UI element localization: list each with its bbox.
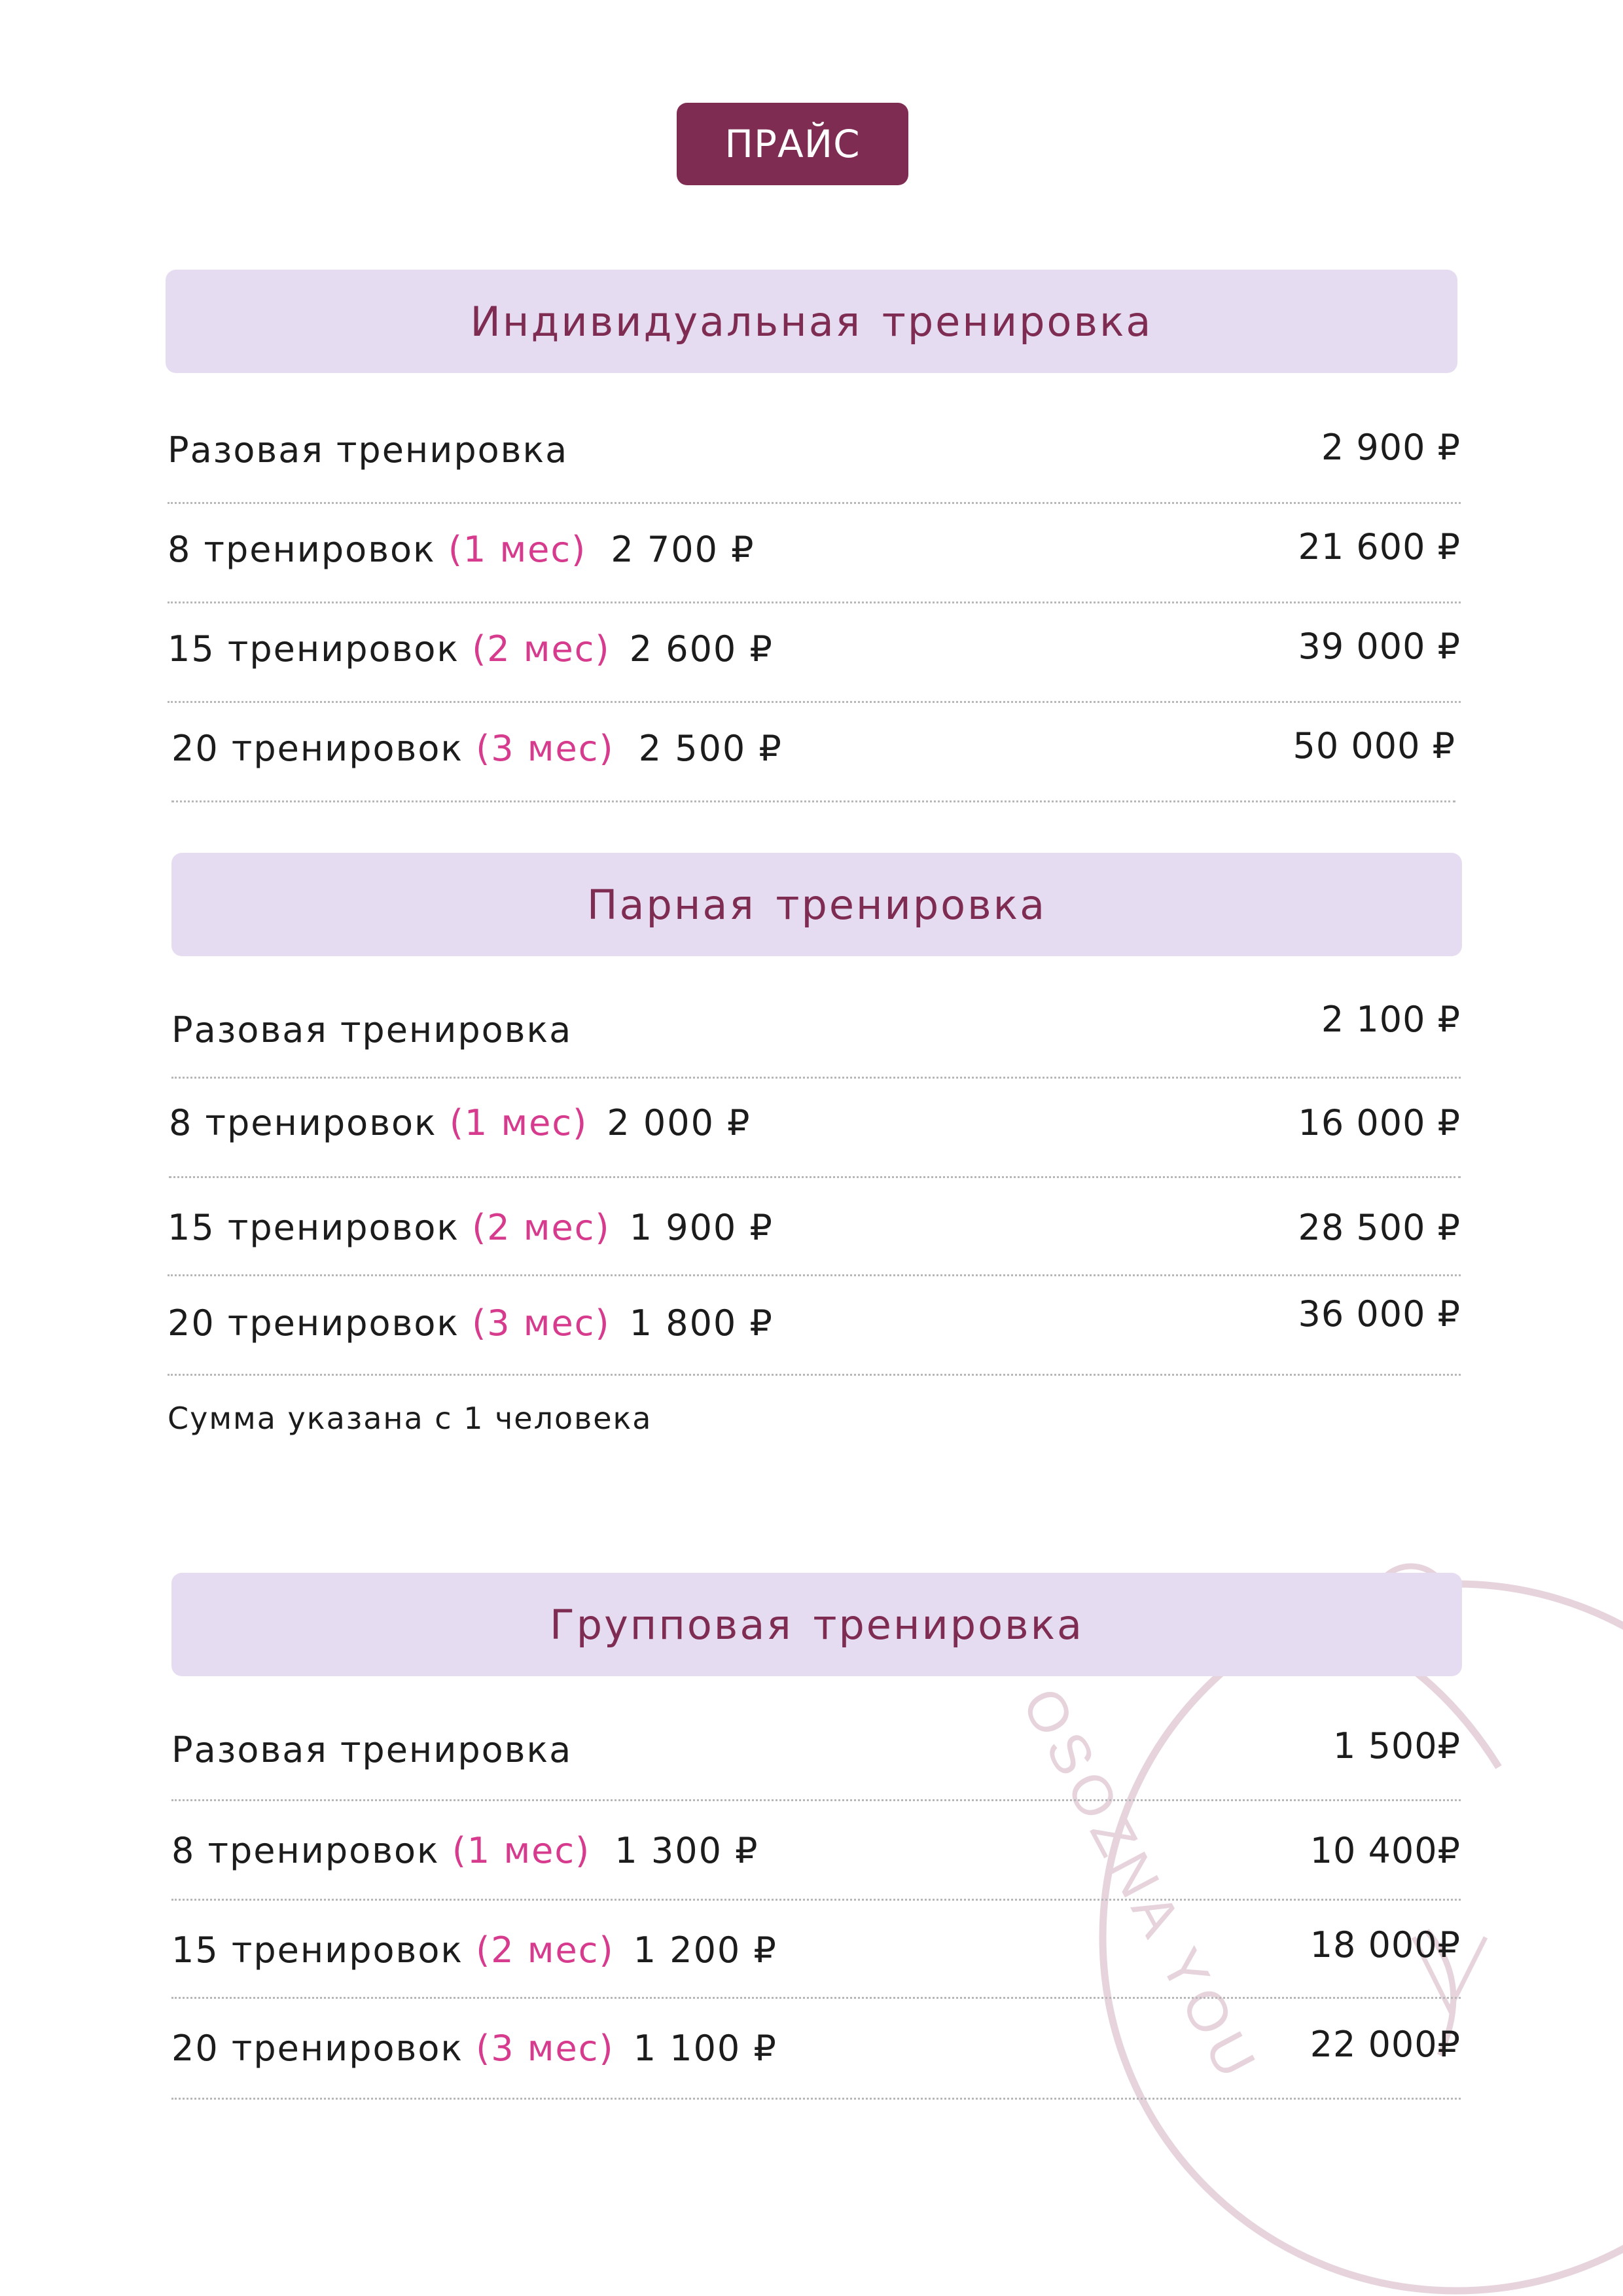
row-per-session-price: 2 000 ₽ xyxy=(607,1102,751,1143)
row-label xyxy=(168,529,755,570)
section-group-header xyxy=(171,1573,1462,1676)
row-label xyxy=(171,728,783,769)
row-service: Разовая тренировка xyxy=(168,429,569,471)
row-per-session-price: 1 300 ₽ xyxy=(615,1830,759,1871)
row-per-session-price: 2 600 ₽ xyxy=(629,628,774,670)
row-period: (3 мес) xyxy=(476,728,615,769)
price-row xyxy=(168,404,1461,504)
row-per-session-price: 1 900 ₽ xyxy=(629,1207,774,1248)
price-badge xyxy=(677,103,908,185)
row-per-session-price: 2 500 ₽ xyxy=(638,728,783,769)
price-row xyxy=(171,1702,1461,1801)
row-period: (1 мес) xyxy=(452,1830,591,1871)
row-per-session-price: 1 100 ₽ xyxy=(633,2028,777,2069)
price-row xyxy=(171,1801,1461,1901)
row-period: (2 мес) xyxy=(476,1929,615,1971)
row-total-price: 18 000₽ xyxy=(1310,1924,1461,1965)
price-row xyxy=(168,1276,1461,1376)
row-service: Разовая тренировка xyxy=(171,1729,573,1770)
price-row xyxy=(171,979,1461,1079)
price-row xyxy=(168,603,1461,703)
row-per-session-price: 2 700 ₽ xyxy=(611,529,755,570)
section-title: Индивидуальная тренировка xyxy=(470,297,1153,346)
row-total-price: 2 900 ₽ xyxy=(1321,427,1461,468)
row-service: 15 тренировок xyxy=(168,1207,460,1248)
row-total-price: 2 100 ₽ xyxy=(1321,999,1461,1040)
row-service: 15 тренировок xyxy=(171,1929,464,1971)
row-service: 8 тренировок xyxy=(168,529,436,570)
row-service: 8 тренировок xyxy=(169,1102,437,1143)
row-total-price: 21 600 ₽ xyxy=(1298,526,1461,567)
row-label xyxy=(171,1729,572,1770)
row-service: 20 тренировок xyxy=(171,2028,464,2069)
row-service: 15 тренировок xyxy=(168,628,460,670)
row-period: (2 мес) xyxy=(472,1207,611,1248)
row-total-price: 16 000 ₽ xyxy=(1298,1102,1461,1143)
price-row xyxy=(168,504,1461,603)
pair-price-note: Сумма указана с 1 человека xyxy=(168,1401,652,1436)
row-period: (1 мес) xyxy=(448,529,587,570)
row-period: (1 мес) xyxy=(449,1102,588,1143)
row-total-price: 36 000 ₽ xyxy=(1298,1293,1461,1335)
price-row xyxy=(171,1901,1461,1999)
row-service: 20 тренировок xyxy=(171,728,464,769)
price-row xyxy=(168,1178,1461,1276)
row-label xyxy=(168,1302,774,1344)
row-total-price: 22 000₽ xyxy=(1310,2024,1461,2065)
row-total-price: 28 500 ₽ xyxy=(1298,1207,1461,1248)
row-label xyxy=(168,628,774,670)
price-badge-label: ПРАЙС xyxy=(724,122,861,166)
row-total-price: 10 400₽ xyxy=(1310,1830,1461,1871)
section-individual-header xyxy=(166,270,1457,373)
row-period: (2 мес) xyxy=(472,628,611,670)
row-service: 20 тренировок xyxy=(168,1302,460,1344)
row-label xyxy=(169,1102,751,1143)
row-label xyxy=(171,1929,777,1971)
section-title: Парная тренировка xyxy=(586,880,1047,929)
row-total-price: 39 000 ₽ xyxy=(1298,626,1461,667)
row-label xyxy=(171,1830,758,1871)
row-total-price: 50 000 ₽ xyxy=(1293,725,1455,766)
row-label xyxy=(168,429,568,471)
row-period: (3 мес) xyxy=(476,2028,615,2069)
row-total-price: 1 500₽ xyxy=(1333,1725,1461,1767)
row-per-session-price: 1 800 ₽ xyxy=(629,1302,774,1344)
row-label xyxy=(168,1207,774,1248)
row-per-session-price: 1 200 ₽ xyxy=(633,1929,777,1971)
row-service: 8 тренировок xyxy=(171,1830,440,1871)
row-label xyxy=(171,1009,572,1050)
price-row xyxy=(171,703,1455,802)
row-label xyxy=(171,2028,777,2069)
price-row xyxy=(169,1079,1461,1178)
section-title: Групповая тренировка xyxy=(549,1600,1084,1649)
price-row xyxy=(171,1999,1461,2100)
watermark-text: OSOZNA YOU xyxy=(1010,1677,1271,2093)
row-service: Разовая тренировка xyxy=(171,1009,573,1050)
section-pair-header xyxy=(171,853,1462,956)
row-period: (3 мес) xyxy=(472,1302,611,1344)
